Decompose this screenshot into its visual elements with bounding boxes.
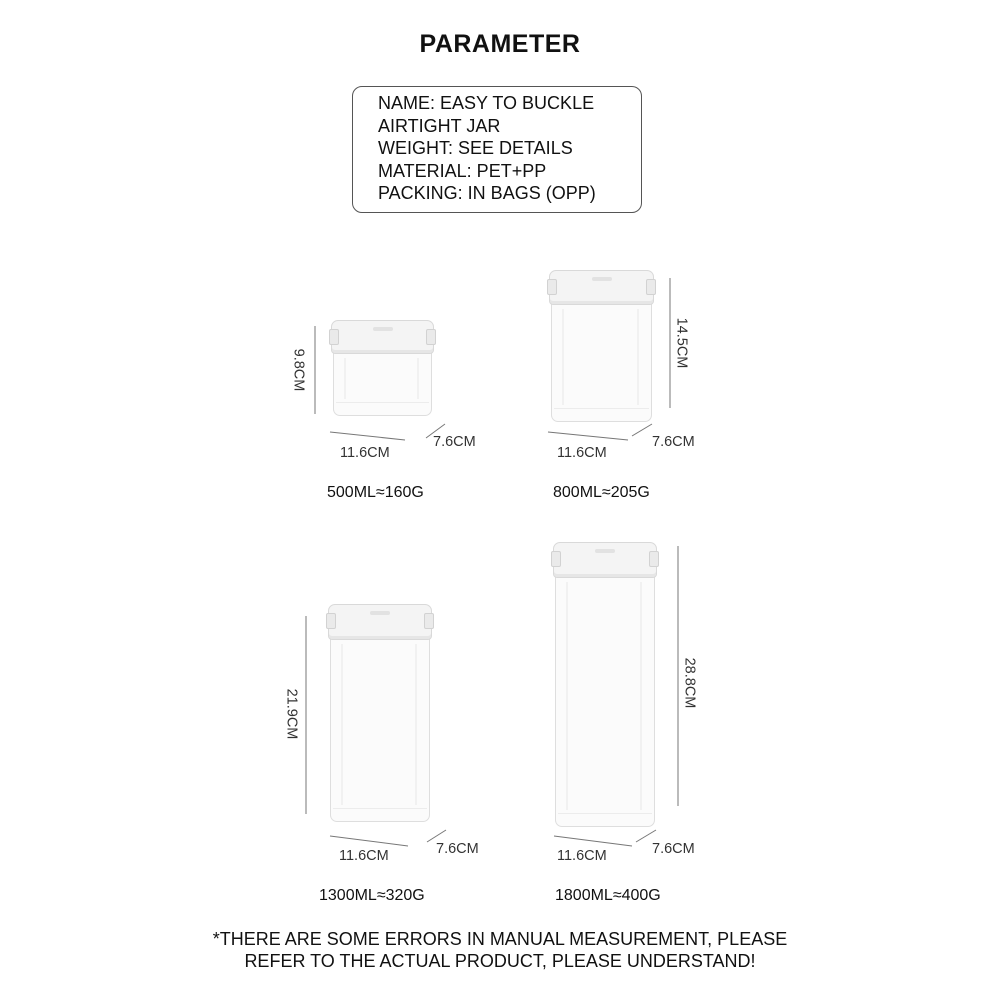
jar-1300ml-depth-label: 7.6CM: [436, 841, 479, 857]
jar-800ml-depth-line: [632, 424, 652, 436]
spec-packing: PACKING: IN BAGS (OPP): [378, 183, 596, 203]
jar-800ml-depth-label: 7.6CM: [652, 434, 695, 450]
jar-1800ml-width-label: 11.6CM: [557, 848, 607, 864]
jar-1300ml-height-label: 21.9CM: [283, 688, 300, 740]
jar-1300ml-caption: 1300ML≈320G: [319, 887, 425, 904]
jar-1300ml-width-label: 11.6CM: [339, 848, 389, 864]
measurement-disclaimer: [0, 928, 1000, 972]
spec-name: NAME: EASY TO BUCKLE: [378, 93, 595, 113]
disclaimer-line-1: *THERE ARE SOME ERRORS IN MANUAL MEASUREMENT, PLEASE: [212, 929, 788, 949]
jar-800ml-width-line: [548, 432, 628, 440]
disclaimer-line-2: REFER TO THE ACTUAL PRODUCT, PLEASE UNDERSTAND!: [244, 951, 756, 971]
spec-name-continued: AIRTIGHT JAR: [378, 115, 501, 136]
jar-500ml-caption: 500ML≈160G: [327, 484, 424, 501]
jar-500ml-depth-label: 7.6CM: [433, 434, 476, 450]
jar-500ml-width-line: [330, 432, 405, 440]
jar-500ml-width-label: 11.6CM: [340, 445, 390, 461]
spec-material: MATERIAL: PET+PP: [378, 160, 547, 181]
jar-1800ml-height-label: 28.8CM: [681, 657, 698, 709]
jar-1300ml-width-line: [330, 836, 408, 846]
jar-1800ml-depth-label: 7.6CM: [652, 841, 695, 857]
jar-800ml-width-label: 11.6CM: [557, 445, 607, 461]
jar-800ml-caption: 800ML≈205G: [553, 484, 650, 501]
jar-1800ml-width-line: [554, 836, 632, 846]
jar-800ml-height-label: 14.5CM: [673, 317, 690, 369]
page-title: PARAMETER: [419, 30, 581, 58]
jar-1800ml-caption: 1800ML≈400G: [555, 887, 661, 904]
spec-weight: WEIGHT: SEE DETAILS: [378, 138, 573, 158]
jar-500ml-height-label: 9.8CM: [290, 348, 307, 392]
